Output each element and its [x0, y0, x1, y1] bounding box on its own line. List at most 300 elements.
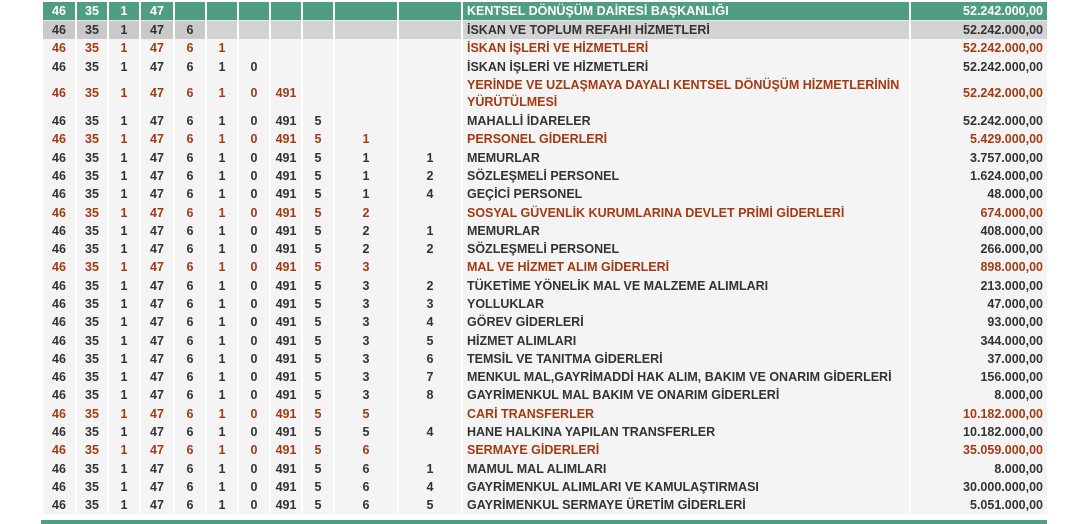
code-cell: 6 — [335, 460, 397, 478]
item-amount: 156.000,00 — [911, 368, 1047, 386]
code-cell: 47 — [141, 496, 173, 514]
item-name: MAL VE HİZMET ALIM GİDERLERİ — [463, 258, 909, 276]
table-row — [43, 58, 1047, 76]
code-cell: 4 — [399, 478, 461, 496]
code-cell — [303, 58, 333, 76]
code-cell: 1 — [399, 148, 461, 166]
code-cell: 46 — [43, 148, 75, 166]
code-cell: 35 — [77, 185, 107, 203]
code-cell: 6 — [175, 405, 205, 423]
code-cell — [335, 58, 397, 76]
code-cell: 5 — [303, 368, 333, 386]
code-cell: 46 — [43, 441, 75, 459]
budget-table — [41, 2, 1049, 514]
code-cell: 491 — [271, 405, 301, 423]
code-cell: 5 — [303, 478, 333, 496]
code-cell: 1 — [207, 39, 237, 57]
code-cell: 3 — [335, 313, 397, 331]
item-name: YOLLUKLAR — [463, 295, 909, 313]
item-amount: 344.000,00 — [911, 331, 1047, 349]
code-cell: 4 — [399, 423, 461, 441]
code-cell: 491 — [271, 222, 301, 240]
item-name: İSKAN İŞLERİ VE HİZMETLERİ — [463, 39, 909, 57]
item-name: HANE HALKINA YAPILAN TRANSFERLER — [463, 423, 909, 441]
table-row — [43, 460, 1047, 478]
table-row — [43, 295, 1047, 313]
table-row — [43, 350, 1047, 368]
item-amount: 8.000,00 — [911, 460, 1047, 478]
code-cell: 6 — [175, 130, 205, 148]
table-row — [43, 240, 1047, 258]
item-amount: 8.000,00 — [911, 386, 1047, 404]
code-cell: 47 — [141, 240, 173, 258]
item-amount: 30.000.000,00 — [911, 478, 1047, 496]
code-cell: 1 — [109, 76, 139, 112]
budget-table-body — [43, 2, 1047, 514]
code-cell: 1 — [109, 130, 139, 148]
code-cell: 1 — [109, 148, 139, 166]
code-cell: 46 — [43, 203, 75, 221]
item-name: İSKAN İŞLERİ VE HİZMETLERİ — [463, 58, 909, 76]
code-cell: 6 — [175, 368, 205, 386]
code-cell: 5 — [303, 331, 333, 349]
code-cell: 47 — [141, 203, 173, 221]
code-cell: 3 — [399, 295, 461, 313]
code-cell: 47 — [141, 167, 173, 185]
code-cell: 35 — [77, 478, 107, 496]
code-cell: 5 — [303, 423, 333, 441]
code-cell: 1 — [207, 441, 237, 459]
code-cell: 6 — [175, 478, 205, 496]
code-cell: 1 — [109, 295, 139, 313]
code-cell — [239, 2, 269, 21]
code-cell: 5 — [335, 405, 397, 423]
code-cell: 0 — [239, 76, 269, 112]
code-cell: 1 — [109, 258, 139, 276]
code-cell: 1 — [109, 58, 139, 76]
item-amount: 5.051.000,00 — [911, 496, 1047, 514]
code-cell: 35 — [77, 313, 107, 331]
code-cell: 1 — [109, 441, 139, 459]
table-row — [43, 441, 1047, 459]
code-cell: 35 — [77, 405, 107, 423]
code-cell: 1 — [207, 405, 237, 423]
code-cell: 35 — [77, 39, 107, 57]
code-cell: 3 — [335, 295, 397, 313]
item-amount: 93.000,00 — [911, 313, 1047, 331]
table-row — [43, 21, 1047, 39]
code-cell: 6 — [335, 496, 397, 514]
code-cell: 35 — [77, 386, 107, 404]
code-cell: 7 — [399, 368, 461, 386]
code-cell: 0 — [239, 386, 269, 404]
item-amount: 3.757.000,00 — [911, 148, 1047, 166]
code-cell — [271, 39, 301, 57]
code-cell: 1 — [207, 58, 237, 76]
code-cell — [175, 2, 205, 21]
code-cell: 6 — [175, 441, 205, 459]
code-cell: 35 — [77, 76, 107, 112]
item-amount: 47.000,00 — [911, 295, 1047, 313]
code-cell: 35 — [77, 295, 107, 313]
department-title: KENTSEL DÖNÜŞÜM DAİRESİ BAŞKANLIĞI — [463, 2, 909, 21]
code-cell: 6 — [175, 496, 205, 514]
code-cell — [271, 2, 301, 21]
code-cell: 0 — [239, 423, 269, 441]
item-name: PERSONEL GİDERLERİ — [463, 130, 909, 148]
code-cell: 47 — [141, 478, 173, 496]
item-name: GAYRİMENKUL SERMAYE ÜRETİM GİDERLERİ — [463, 496, 909, 514]
code-cell: 1 — [207, 331, 237, 349]
code-cell: 3 — [335, 258, 397, 276]
code-cell: 47 — [141, 368, 173, 386]
code-cell: 0 — [239, 258, 269, 276]
code-cell: 1 — [207, 258, 237, 276]
code-cell: 35 — [77, 167, 107, 185]
table-row — [43, 313, 1047, 331]
item-amount: 52.242.000,00 — [911, 39, 1047, 57]
code-cell: 35 — [77, 58, 107, 76]
code-cell: 5 — [303, 258, 333, 276]
code-cell: 46 — [43, 39, 75, 57]
code-cell: 46 — [43, 478, 75, 496]
code-cell: 46 — [43, 112, 75, 130]
code-cell: 1 — [335, 185, 397, 203]
item-name: TEMSİL VE TANITMA GİDERLERİ — [463, 350, 909, 368]
code-cell — [399, 112, 461, 130]
code-cell: 47 — [141, 39, 173, 57]
code-cell: 5 — [303, 167, 333, 185]
code-cell: 5 — [335, 423, 397, 441]
code-cell: 491 — [271, 478, 301, 496]
code-cell: 1 — [207, 130, 237, 148]
code-cell — [207, 21, 237, 39]
code-cell: 1 — [109, 222, 139, 240]
code-cell: 47 — [141, 185, 173, 203]
item-name: SÖZLEŞMELİ PERSONEL — [463, 240, 909, 258]
code-cell: 8 — [399, 386, 461, 404]
code-cell: 1 — [335, 167, 397, 185]
code-cell: 0 — [239, 277, 269, 295]
item-name: GAYRİMENKUL MAL BAKIM VE ONARIM GİDERLERİ — [463, 386, 909, 404]
code-cell: 6 — [175, 350, 205, 368]
code-cell: 46 — [43, 258, 75, 276]
code-cell: 1 — [207, 167, 237, 185]
code-cell: 47 — [141, 295, 173, 313]
table-row — [43, 130, 1047, 148]
code-cell: 491 — [271, 240, 301, 258]
code-cell: 46 — [43, 331, 75, 349]
code-cell: 4 — [399, 185, 461, 203]
code-cell: 6 — [175, 112, 205, 130]
code-cell: 46 — [43, 185, 75, 203]
code-cell: 47 — [141, 331, 173, 349]
code-cell: 5 — [303, 277, 333, 295]
code-cell: 47 — [141, 148, 173, 166]
code-cell: 1 — [109, 331, 139, 349]
code-cell: 3 — [335, 350, 397, 368]
item-amount: 48.000,00 — [911, 185, 1047, 203]
code-cell: 1 — [207, 240, 237, 258]
item-amount: 10.182.000,00 — [911, 405, 1047, 423]
code-cell: 5 — [303, 405, 333, 423]
code-cell: 491 — [271, 277, 301, 295]
code-cell: 46 — [43, 58, 75, 76]
code-cell: 0 — [239, 203, 269, 221]
code-cell: 6 — [175, 167, 205, 185]
item-name: MAMUL MAL ALIMLARI — [463, 460, 909, 478]
code-cell: 0 — [239, 58, 269, 76]
item-amount: 266.000,00 — [911, 240, 1047, 258]
code-cell: 0 — [239, 368, 269, 386]
table-row — [43, 331, 1047, 349]
code-cell: 46 — [43, 313, 75, 331]
code-cell: 1 — [207, 496, 237, 514]
table-row — [43, 148, 1047, 166]
code-cell: 1 — [399, 222, 461, 240]
code-cell: 6 — [335, 478, 397, 496]
code-cell: 6 — [175, 21, 205, 39]
code-cell: 46 — [43, 496, 75, 514]
item-name: İSKAN VE TOPLUM REFAHI HİZMETLERİ — [463, 21, 909, 39]
code-cell: 6 — [399, 350, 461, 368]
code-cell: 1 — [335, 130, 397, 148]
item-amount: 52.242.000,00 — [911, 76, 1047, 112]
item-name: HİZMET ALIMLARI — [463, 331, 909, 349]
code-cell: 1 — [109, 39, 139, 57]
code-cell: 1 — [109, 405, 139, 423]
code-cell: 4 — [399, 313, 461, 331]
code-cell: 47 — [141, 112, 173, 130]
code-cell: 6 — [175, 331, 205, 349]
code-cell: 1 — [109, 386, 139, 404]
code-cell: 35 — [77, 277, 107, 295]
code-cell: 35 — [77, 423, 107, 441]
code-cell: 35 — [77, 2, 107, 21]
code-cell — [303, 2, 333, 21]
code-cell: 47 — [141, 313, 173, 331]
item-amount: 37.000,00 — [911, 350, 1047, 368]
code-cell: 2 — [399, 277, 461, 295]
code-cell: 35 — [77, 350, 107, 368]
code-cell: 1 — [109, 478, 139, 496]
code-cell: 491 — [271, 313, 301, 331]
code-cell: 47 — [141, 258, 173, 276]
code-cell: 47 — [141, 386, 173, 404]
code-cell: 0 — [239, 148, 269, 166]
code-cell: 0 — [239, 313, 269, 331]
code-cell: 6 — [175, 76, 205, 112]
table-row — [43, 39, 1047, 57]
code-cell: 35 — [77, 258, 107, 276]
code-cell: 35 — [77, 148, 107, 166]
code-cell: 6 — [175, 295, 205, 313]
code-cell: 46 — [43, 222, 75, 240]
code-cell: 0 — [239, 478, 269, 496]
code-cell: 491 — [271, 258, 301, 276]
code-cell: 491 — [271, 460, 301, 478]
code-cell: 35 — [77, 496, 107, 514]
code-cell: 0 — [239, 441, 269, 459]
code-cell — [399, 130, 461, 148]
code-cell: 1 — [207, 350, 237, 368]
item-amount: 52.242.000,00 — [911, 112, 1047, 130]
code-cell: 0 — [239, 222, 269, 240]
code-cell — [399, 21, 461, 39]
code-cell: 35 — [77, 240, 107, 258]
item-amount: 213.000,00 — [911, 277, 1047, 295]
code-cell — [335, 39, 397, 57]
item-name: MAHALLİ İDARELER — [463, 112, 909, 130]
code-cell: 46 — [43, 423, 75, 441]
code-cell: 1 — [109, 277, 139, 295]
item-name: MEMURLAR — [463, 222, 909, 240]
code-cell: 46 — [43, 277, 75, 295]
code-cell: 491 — [271, 496, 301, 514]
code-cell: 35 — [77, 112, 107, 130]
code-cell: 491 — [271, 167, 301, 185]
code-cell: 491 — [271, 130, 301, 148]
item-amount: 674.000,00 — [911, 203, 1047, 221]
department-total: 52.242.000,00 — [911, 2, 1047, 21]
table-row — [43, 222, 1047, 240]
code-cell: 2 — [399, 240, 461, 258]
code-cell — [239, 39, 269, 57]
code-cell: 47 — [141, 441, 173, 459]
code-cell: 1 — [109, 203, 139, 221]
code-cell: 5 — [303, 240, 333, 258]
item-name: MEMURLAR — [463, 148, 909, 166]
code-cell: 47 — [141, 58, 173, 76]
table-row — [43, 368, 1047, 386]
code-cell: 1 — [109, 21, 139, 39]
code-cell: 0 — [239, 185, 269, 203]
code-cell — [335, 76, 397, 112]
code-cell: 1 — [207, 423, 237, 441]
code-cell: 0 — [239, 350, 269, 368]
code-cell: 3 — [335, 277, 397, 295]
code-cell: 5 — [303, 313, 333, 331]
code-cell: 5 — [303, 112, 333, 130]
code-cell: 6 — [175, 58, 205, 76]
code-cell: 46 — [43, 167, 75, 185]
code-cell: 2 — [335, 240, 397, 258]
table-row — [43, 76, 1047, 112]
table-row — [43, 405, 1047, 423]
code-cell — [399, 405, 461, 423]
code-cell: 1 — [109, 350, 139, 368]
code-cell: 491 — [271, 295, 301, 313]
code-cell: 46 — [43, 240, 75, 258]
code-cell: 491 — [271, 203, 301, 221]
code-cell: 1 — [109, 460, 139, 478]
item-name: SERMAYE GİDERLERİ — [463, 441, 909, 459]
code-cell: 3 — [335, 386, 397, 404]
code-cell: 5 — [303, 130, 333, 148]
code-cell: 1 — [109, 313, 139, 331]
code-cell: 46 — [43, 405, 75, 423]
code-cell: 46 — [43, 460, 75, 478]
item-name: GAYRİMENKUL ALIMLARI VE KAMULAŞTIRMASI — [463, 478, 909, 496]
code-cell: 1 — [207, 478, 237, 496]
code-cell — [399, 258, 461, 276]
code-cell — [399, 2, 461, 21]
code-cell: 47 — [141, 350, 173, 368]
item-name: MENKUL MAL,GAYRİMADDİ HAK ALIM, BAKIM VE ONARIM GİDERLERİ — [463, 368, 909, 386]
code-cell: 0 — [239, 130, 269, 148]
code-cell: 35 — [77, 130, 107, 148]
code-cell — [239, 21, 269, 39]
code-cell: 6 — [175, 460, 205, 478]
item-amount: 898.000,00 — [911, 258, 1047, 276]
code-cell: 35 — [77, 441, 107, 459]
table-bottom-border — [41, 520, 1047, 524]
code-cell: 3 — [335, 368, 397, 386]
code-cell: 3 — [335, 331, 397, 349]
item-name: SÖZLEŞMELİ PERSONEL — [463, 167, 909, 185]
code-cell: 46 — [43, 295, 75, 313]
code-cell: 46 — [43, 368, 75, 386]
table-row — [43, 112, 1047, 130]
code-cell: 1 — [207, 386, 237, 404]
code-cell: 0 — [239, 167, 269, 185]
code-cell: 1 — [109, 423, 139, 441]
code-cell: 0 — [239, 331, 269, 349]
code-cell: 6 — [175, 185, 205, 203]
code-cell: 47 — [141, 460, 173, 478]
table-row — [43, 203, 1047, 221]
code-cell: 2 — [335, 203, 397, 221]
code-cell: 1 — [109, 185, 139, 203]
code-cell: 5 — [303, 496, 333, 514]
code-cell — [303, 39, 333, 57]
code-cell: 6 — [175, 222, 205, 240]
code-cell: 1 — [109, 167, 139, 185]
code-cell: 1 — [207, 277, 237, 295]
code-cell: 1 — [207, 148, 237, 166]
item-amount: 35.059.000,00 — [911, 441, 1047, 459]
code-cell: 1 — [335, 148, 397, 166]
item-name: GEÇİCİ PERSONEL — [463, 185, 909, 203]
code-cell: 6 — [175, 423, 205, 441]
item-amount: 1.624.000,00 — [911, 167, 1047, 185]
code-cell: 6 — [175, 313, 205, 331]
code-cell: 47 — [141, 130, 173, 148]
item-name: TÜKETİME YÖNELİK MAL VE MALZEME ALIMLARI — [463, 277, 909, 295]
table-row — [43, 478, 1047, 496]
item-amount: 10.182.000,00 — [911, 423, 1047, 441]
code-cell: 491 — [271, 331, 301, 349]
code-cell — [399, 203, 461, 221]
code-cell: 1 — [109, 368, 139, 386]
code-cell: 0 — [239, 460, 269, 478]
code-cell: 47 — [141, 76, 173, 112]
item-amount: 408.000,00 — [911, 222, 1047, 240]
code-cell: 1 — [109, 112, 139, 130]
code-cell: 47 — [141, 423, 173, 441]
code-cell: 1 — [207, 313, 237, 331]
table-row — [43, 277, 1047, 295]
code-cell: 46 — [43, 21, 75, 39]
code-cell: 35 — [77, 368, 107, 386]
item-amount: 52.242.000,00 — [911, 58, 1047, 76]
table-row — [43, 258, 1047, 276]
code-cell: 6 — [175, 203, 205, 221]
code-cell: 6 — [175, 39, 205, 57]
code-cell: 5 — [399, 496, 461, 514]
code-cell — [303, 21, 333, 39]
code-cell: 5 — [303, 441, 333, 459]
